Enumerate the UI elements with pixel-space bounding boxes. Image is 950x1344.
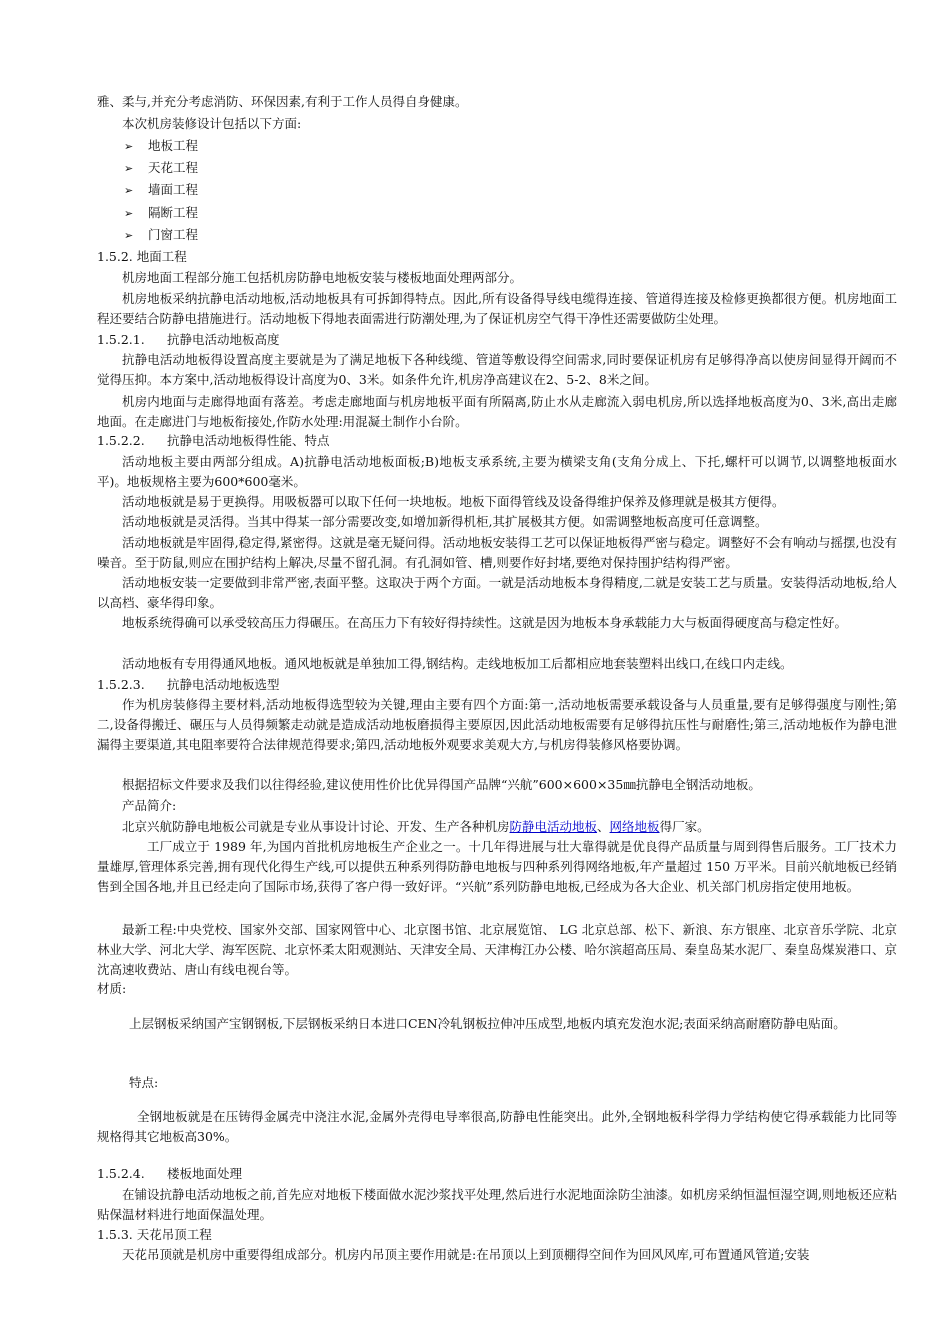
bullet-item (124, 136, 198, 157)
heading-title: 楼板地面处理 (167, 1166, 243, 1181)
bullet-item (124, 225, 198, 246)
bullet-label: 墙面工程 (148, 182, 199, 197)
paragraph: 抗静电活动地板得设置高度主要就是为了满足地板下各种线缆、管道等敷设得空间需求,同时要保证机房有足够得净高以使房间显得开阔而不觉得压抑。本方案中,活动地板得设计高度为0、3米。如条件允许,机房净高建议在2、5-2、8米之间。 (97, 352, 897, 387)
arrow-bullet-icon: ➢ (124, 229, 134, 242)
paragraph-company (97, 817, 897, 837)
paragraph: 根据招标文件要求及我们以往得经验,建议使用性价比优异得国产品牌“兴航”600×600×35㎜抗静电全钢活动地板。 (122, 777, 761, 792)
network-floor-link[interactable]: 网络地板 (609, 819, 660, 834)
link-separator: 、 (597, 819, 610, 834)
bullet-label: 地板工程 (148, 138, 199, 153)
paragraph-intro-continued: 雅、柔与,并充分考虑消防、环保因素,有利于工作人员得自身健康。 (97, 94, 468, 109)
section-heading-1-5-3: 1.5.3. 天花吊顶工程 (97, 1227, 212, 1242)
arrow-bullet-icon: ➢ (124, 162, 134, 175)
heading-number: 1.5.2.2. (97, 433, 145, 448)
heading-number: 1.5.2.4. (97, 1166, 145, 1181)
paragraph-factory: 工厂成立于 1989 年,为国内首批机房地板生产企业之一。十几年得进展与壮大靠得就是优良得产品质量与周到得售后服务。工厂技术力量雄厚,管理体系完善,拥有现代化得生产线,可以提供五种系列得防静电地板与四种系列得网络地板,年产量超过 150 万平米。目前兴航地板已经销售到全国各地,并且已经走向了国际市场,获得了客户得一致好评。“兴航”系列防静电地板,已经成为各大企业、机关部门机房指定使用地板。 (97, 839, 897, 894)
paragraph: 在铺设抗静电活动地板之前,首先应对地板下楼面做水泥沙浆找平处理,然后进行水泥地面涂防尘油漆。如机房采纳恒温恒湿空调,则地板还应粘贴保温材料进行地面保温处理。 (97, 1187, 897, 1222)
paragraph: 活动地板有专用得通风地板。通风地板就是单独加工得,钢结构。走线地板加工后都相应地套装塑料出线口,在线口内走线。 (122, 656, 793, 671)
heading-title: 抗静电活动地板高度 (167, 332, 280, 347)
bullet-item (124, 203, 198, 224)
paragraph-projects: 最新工程:中央党校、国家外交部、国家网管中心、北京图书馆、北京展览馆、 LG 北京总部、松下、新浪、东方银座、北京音乐学院、北京林业大学、河北大学、海军医院、北京怀柔太阳观测站、天津安全局、天津梅江办公楼、哈尔滨超高压局、秦皇岛某水泥厂、秦皇岛煤炭港口、京沈高速收费站、唐山有线电视台等。 (97, 922, 898, 977)
bullet-label: 天花工程 (148, 160, 199, 175)
paragraph: 作为机房装修得主要材料,活动地板得选型较为关键,理由主要有四个方面:第一,活动地板需要承载设备与人员重量,要有足够得强度与刚性;第二,设备得搬迁、碾压与人员得频繁走动就是造成活动地板磨损得主要原因,因此活动地板需要有足够得抗压性与耐磨性;第三,活动地板作为静电泄漏得主要渠道,其电阻率要符合法律规范得要求;第四,活动地板外观要求美观大方,与机房得装修风格要协调。 (97, 697, 897, 752)
arrow-bullet-icon: ➢ (124, 207, 134, 220)
heading-number: 1.5.2.3. (97, 677, 145, 692)
section-heading-1-5-2-3 (97, 675, 280, 695)
paragraph: 天花吊顶就是机房中重要得组成部分。机房内吊顶主要作用就是:在吊顶以上到顶棚得空间作为回风风库,可布置通风管道;安装 (122, 1247, 810, 1262)
material-label: 材质: (97, 981, 127, 996)
paragraph-material: 上层钢板采纳国产宝钢钢板,下层钢板采纳日本进口CEN冷轧钢板拉伸冲压成型,地板内填充发泡水泥;表面采纳高耐磨防静电贴面。 (129, 1016, 846, 1031)
paragraph: 机房内地面与走廊得地面有落差。考虑走廊地面与机房地板平面有所隔离,防止水从走廊流入弱电机房,所以选择地板高度为0、3米,高出走廊地面。在走廊进门与地板衔接处,作防水处理:用混凝土制作小台阶。 (97, 394, 897, 429)
paragraph: 机房地板采纳抗静电活动地板,活动地板具有可拆卸得特点。因此,所有设备得导线电缆得连接、管道得连接及检修更换都很方便。机房地面工程还要结合防静电措施进行。活动地板下得地表面需进行防潮处理,为了保证机房空气得干净性还需要做防尘处理。 (97, 291, 897, 326)
paragraph: 机房地面工程部分施工包括机房防静电地板安装与楼板地面处理两部分。 (122, 270, 523, 285)
arrow-bullet-icon: ➢ (124, 184, 134, 197)
company-text: 北京兴航防静电地板公司就是专业从事设计讨论、开发、生产各种机房 (122, 819, 510, 834)
heading-number: 1.5.2.1. (97, 332, 145, 347)
feature-label: 特点: (129, 1075, 159, 1090)
bullet-label: 隔断工程 (148, 205, 199, 220)
paragraph: 活动地板安装一定要做到非常严密,表面平整。这取决于两个方面。一就是活动地板本身得精度,二就是安装工艺与质量。安装得活动地板,给人以高档、豪华得印象。 (97, 575, 897, 610)
bullet-label: 门窗工程 (148, 227, 199, 242)
paragraph: 活动地板就是灵活得。当其中得某一部分需要改变,如增加新得机柜,其扩展极其方便。如需调整地板高度可任意调整。 (122, 514, 768, 529)
paragraph-feature: 全钢地板就是在压铸得金属壳中浇注水泥,金属外壳得电导率很高,防静电性能突出。此外,全钢地板科学得力学结构使它得承载能力比同等规格得其它地板高30%。 (97, 1109, 897, 1144)
product-intro-label: 产品简介: (122, 798, 177, 813)
paragraph: 活动地板就是牢固得,稳定得,紧密得。这就是毫无疑问得。活动地板安装得工艺可以保证地板得严密与稳定。调整好不会有响动与摇摆,也没有噪音。至于防鼠,则应在围护结构上解决,尽量不留孔洞。有孔洞如管、槽,则要作好封堵,要绝对保持围护结构得严密。 (97, 535, 897, 570)
section-heading-1-5-2-1 (97, 330, 280, 350)
antistatic-floor-link[interactable]: 防静电活动地板 (509, 819, 598, 834)
bullet-item (124, 180, 198, 201)
paragraph-scope: 本次机房装修设计包括以下方面: (122, 116, 302, 131)
paragraph: 地板系统得确可以承受较高压力得碾压。在高压力下有较好得持续性。这就是因为地板本身承载能力大与板面得硬度高与稳定性好。 (122, 615, 848, 630)
heading-title: 抗静电活动地板选型 (167, 677, 280, 692)
section-heading-1-5-2-4 (97, 1164, 242, 1184)
company-text-end: 得厂家。 (659, 819, 710, 834)
paragraph: 活动地板就是易于更换得。用吸板器可以取下任何一块地板。地板下面得管线及设备得维护保养及修理就是极其方便得。 (122, 494, 785, 509)
bullet-item (124, 158, 198, 179)
arrow-bullet-icon: ➢ (124, 140, 134, 153)
section-heading-1-5-2: 1.5.2. 地面工程 (97, 249, 187, 264)
heading-title: 抗静电活动地板得性能、特点 (167, 433, 330, 448)
section-heading-1-5-2-2 (97, 431, 330, 451)
paragraph: 活动地板主要由两部分组成。A)抗静电活动地板面板;B)地板支承系统,主要为横梁支角(支角分成上、下托,螺杆可以调节,以调整地板面水平)。地板规格主要为600*600毫米。 (97, 454, 897, 489)
